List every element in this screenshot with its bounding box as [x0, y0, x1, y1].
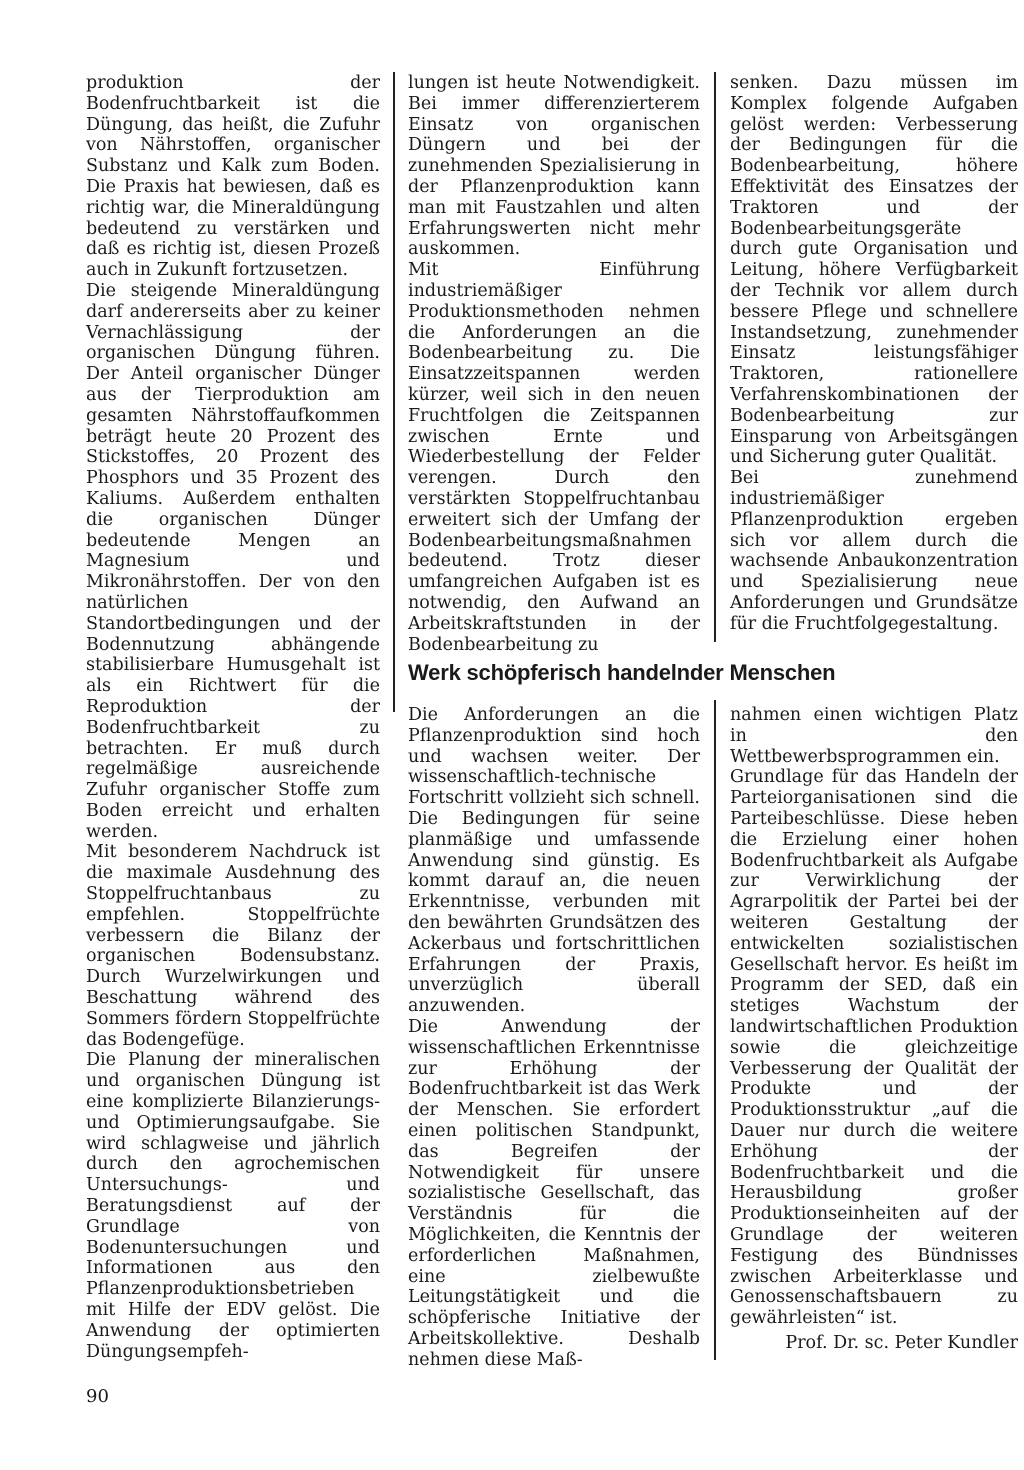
text-column-2 [408, 73, 700, 655]
paragraph: Mit Einführung industriemäßiger Produktionsmethoden nehmen die Anforderungen an die Bodenbearbeitung zu. Die Einsatzzeitspannen werden kürzer, weil sich in den neuen Fruchtfolgen die Zeitspannen zwischen Ernte und Wiederbestellung der Felder verengen. Durch den verstärkten Stoppelfruchtanbau erweitert sich der Umfang der Bodenbearbeitungsmaßnahmen bedeutend. Trotz dieser umfangreichen Aufgaben ist es notwendig, den Aufwand an Arbeitskraftstunden in der Bodenbearbeitung zu [408, 260, 700, 655]
paragraph: senken. Dazu müssen im Komplex folgende Aufgaben gelöst werden: Verbesserung der Bedingungen für die Bodenbearbeitung, höhere Effektivität des Einsatzes der Traktoren und der Bodenbearbeitungsgeräte durch gute Organisation und Leitung, höhere Verfügbarkeit der Technik vor allem durch bessere Pflege und schnellere Instandsetzung, zunehmender Einsatz leistungsfähiger Traktoren, rationellere Verfahrenskombinationen der Bodenbearbeitung zur Einsparung von Arbeitsgängen und Sicherung guter Qualität. [730, 73, 1018, 468]
paragraph: nahmen einen wichtigen Platz in den Wettbewerbsprogrammen ein. [730, 705, 1018, 767]
column-divider [393, 72, 395, 712]
text-column-4 [408, 705, 700, 1371]
paragraph: Die Anforderungen an die Pflanzenproduktion sind hoch und wachsen weiter. Der wissenschaftlich-technische Fortschritt vollzieht sich schnell. Die Bedingungen für seine planmäßige und umfassende Anwendung sind günstig. Es kommt darauf an, die neuen Erkenntnisse, verbunden mit den bewährten Grundsätzen des Ackerbaus und fortschrittlichen Erfahrungen der Praxis, unverzüglich überall anzuwenden. [408, 705, 700, 1017]
paragraph: Die Planung der mineralischen und organischen Düngung ist eine komplizierte Bilanzierungs- und Optimierungsaufgabe. Sie wird schlagweise und jährlich durch den agrochemischen Untersuchungs- und Beratungsdienst auf der Grundlage von Bodenuntersuchungen und Informationen aus den Pflanzenproduktionsbetrieben mit Hilfe der EDV gelöst. Die Anwendung der optimierten Düngungsempfeh- [86, 1050, 380, 1362]
column-divider [714, 700, 716, 1360]
text-column-3 [730, 73, 1018, 635]
paragraph: Die steigende Mineraldüngung darf andererseits aber zu keiner Vernachlässigung der organischen Düngung führen. Der Anteil organischer Dünger aus der Tierproduktion am gesamten Nährstoffaufkommen beträgt heute 20 Prozent des Stickstoffes, 20 Prozent des Phosphors und 35 Prozent des Kaliums. Außerdem enthalten die organischen Dünger bedeutende Mengen an Magnesium und Mikronährstoffen. Der von den natürlichen Standortbedingungen und der Bodennutzung abhängende stabilisierbare Humusgehalt ist als ein Richtwert für die Reproduktion der Bodenfruchtbarkeit zu betrachten. Er muß durch regelmäßige ausreichende Zufuhr organischer Stoffe zum Boden erreicht und erhalten werden. [86, 280, 380, 842]
column-divider [714, 72, 716, 642]
author-signature: Prof. Dr. sc. Peter Kundler [785, 1333, 1018, 1353]
text-column-5 [730, 705, 1018, 1329]
paragraph: produktion der Bodenfruchtbarkeit ist die Düngung, das heißt, die Zufuhr von Nährstoffen, organischer Substanz und Kalk zum Boden. Die Praxis hat bewiesen, daß es richtig war, die Mineraldüngung bedeutend zu verstärken und daß es richtig ist, diesen Prozeß auch in Zukunft fortzusetzen. [86, 73, 380, 281]
section-heading: Werk schöpferisch handelnder Menschen [408, 660, 836, 685]
page-number: 90 [86, 1386, 109, 1407]
paragraph: Mit besonderem Nachdruck ist die maximale Ausdehnung des Stoppelfruchtanbaus zu empfehlen. Stoppelfrüchte verbessern die Bilanz der organischen Bodensubstanz. Durch Wurzelwirkungen und Beschattung während des Sommers fördern Stoppelfrüchte das Bodengefüge. [86, 842, 380, 1050]
paragraph: Bei zunehmend industriemäßiger Pflanzenproduktion ergeben sich vor allem durch die wachsende Anbaukonzentration und Spezialisierung neue Anforderungen und Grundsätze für die Fruchtfolgegestaltung. [730, 468, 1018, 634]
paragraph: lungen ist heute Notwendigkeit. Bei immer differenzierterem Einsatz von organischen Düngern und bei der zunehmenden Spezialisierung in der Pflanzenproduktion kann man mit Faustzahlen und alten Erfahrungswerten nicht mehr auskommen. [408, 73, 700, 260]
paragraph: Die Anwendung der wissenschaftlichen Erkenntnisse zur Erhöhung der Bodenfruchtbarkeit ist das Werk der Menschen. Sie erfordert einen politischen Standpunkt, das Begreifen der Notwendigkeit für unsere sozialistische Gesellschaft, das Verständnis für die Möglichkeiten, die Kenntnis der erforderlichen Maßnahmen, eine zielbewußte Leitungstätigkeit und die schöpferische Initiative der Arbeitskollektive. Deshalb nehmen diese Maß- [408, 1016, 700, 1370]
paragraph: Grundlage für das Handeln der Parteiorganisationen sind die Parteibeschlüsse. Diese heben die Erzielung einer hohen Bodenfruchtbarkeit als Aufgabe zur Verwirklichung der Agrarpolitik der Partei bei der weiteren Gestaltung der entwickelten sozialistischen Gesellschaft hervor. Es heißt im Programm der SED, daß ein stetiges Wachstum der landwirtschaftlichen Produktion sowie die gleichzeitige Verbesserung der Qualität der Produkte und der Produktionsstruktur „auf die Dauer nur durch die weitere Erhöhung der Bodenfruchtbarkeit und die Herausbildung großer Produktionseinheiten auf der Grundlage der weiteren Festigung des Bündnisses zwischen Arbeiterklasse und Genossenschaftsbauern zu gewährleisten“ ist. [730, 767, 1018, 1329]
text-column-1 [86, 73, 380, 1362]
